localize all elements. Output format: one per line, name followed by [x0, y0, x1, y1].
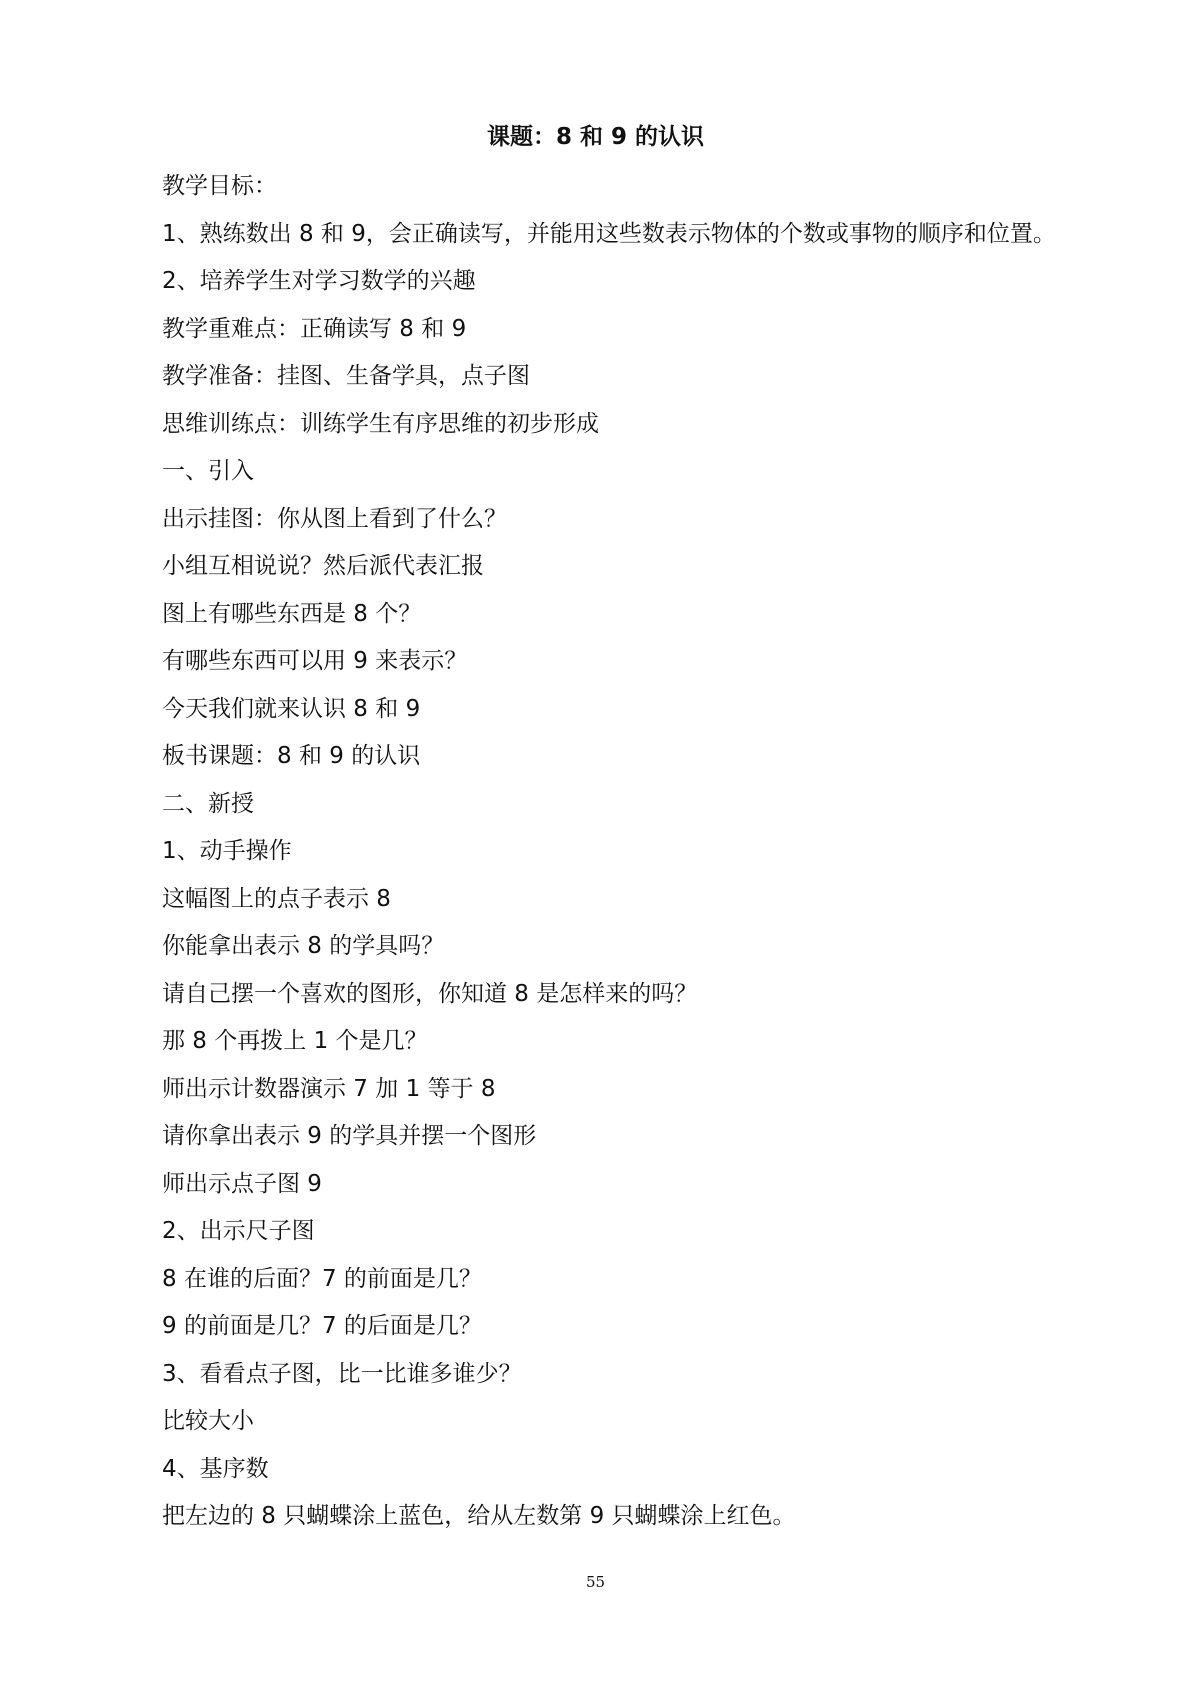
text-line: 师出示点子图 9 — [162, 1170, 322, 1197]
text-line: 把左边的 8 只蝴蝶涂上蓝色，给从左数第 9 只蝴蝶涂上红色。 — [162, 1503, 796, 1529]
section-heading: 二、新授 — [162, 790, 254, 817]
text-line: 板书课题：8 和 9 的认识 — [162, 743, 421, 769]
text-line: 那 8 个再拨上 1 个是几？ — [162, 1028, 428, 1054]
section-heading: 一、引入 — [162, 458, 254, 484]
text-line: 小组互相说说？然后派代表汇报 — [162, 553, 484, 579]
text-line: 比较大小 — [162, 1408, 254, 1434]
text-line: 1、动手操作 — [162, 838, 292, 864]
page-title: 课题：8 和 9 的认识 — [486, 124, 705, 150]
text-line: 9 的前面是几？7 的后面是几？ — [162, 1313, 482, 1339]
text-line: 8 在谁的后面？7 的前面是几？ — [162, 1265, 482, 1292]
text-line: 教学重难点：正确读写 8 和 9 — [162, 315, 467, 342]
text-line: 2、出示尺子图 — [162, 1218, 315, 1244]
text-line: 4、基序数 — [162, 1455, 269, 1482]
text-line: 出示挂图：你从图上看到了什么？ — [162, 505, 507, 532]
text-line: 教学准备：挂图、生备学具，点子图 — [162, 363, 530, 389]
text-line: 3、看看点子图，比一比谁多谁少？ — [162, 1360, 522, 1387]
text-line: 思维训练点：训练学生有序思维的初步形成 — [162, 410, 599, 437]
text-line: 这幅图上的点子表示 8 — [162, 885, 391, 912]
text-line: 今天我们就来认识 8 和 9 — [162, 695, 421, 722]
page-number: 55 — [585, 1573, 606, 1591]
text-line: 请你拿出表示 9 的学具并摆一个图形 — [162, 1123, 537, 1149]
text-line: 请自己摆一个喜欢的图形，你知道 8 是怎样来的吗？ — [162, 980, 698, 1007]
text-line: 师出示计数器演示 7 加 1 等于 8 — [162, 1075, 496, 1102]
text-line: 图上有哪些东西是 8 个？ — [162, 600, 422, 627]
document-body — [162, 171, 1162, 1549]
text-line: 2、培养学生对学习数学的兴趣 — [162, 268, 476, 294]
text-line: 教学目标： — [162, 173, 277, 199]
text-line: 1、熟练数出 8 和 9，会正确读写，并能用这些数表示物体的个数或事物的顺序和位置。 — [162, 220, 1056, 247]
text-line: 有哪些东西可以用 9 来表示？ — [162, 648, 468, 674]
text-line: 你能拿出表示 8 的学具吗？ — [162, 933, 445, 959]
